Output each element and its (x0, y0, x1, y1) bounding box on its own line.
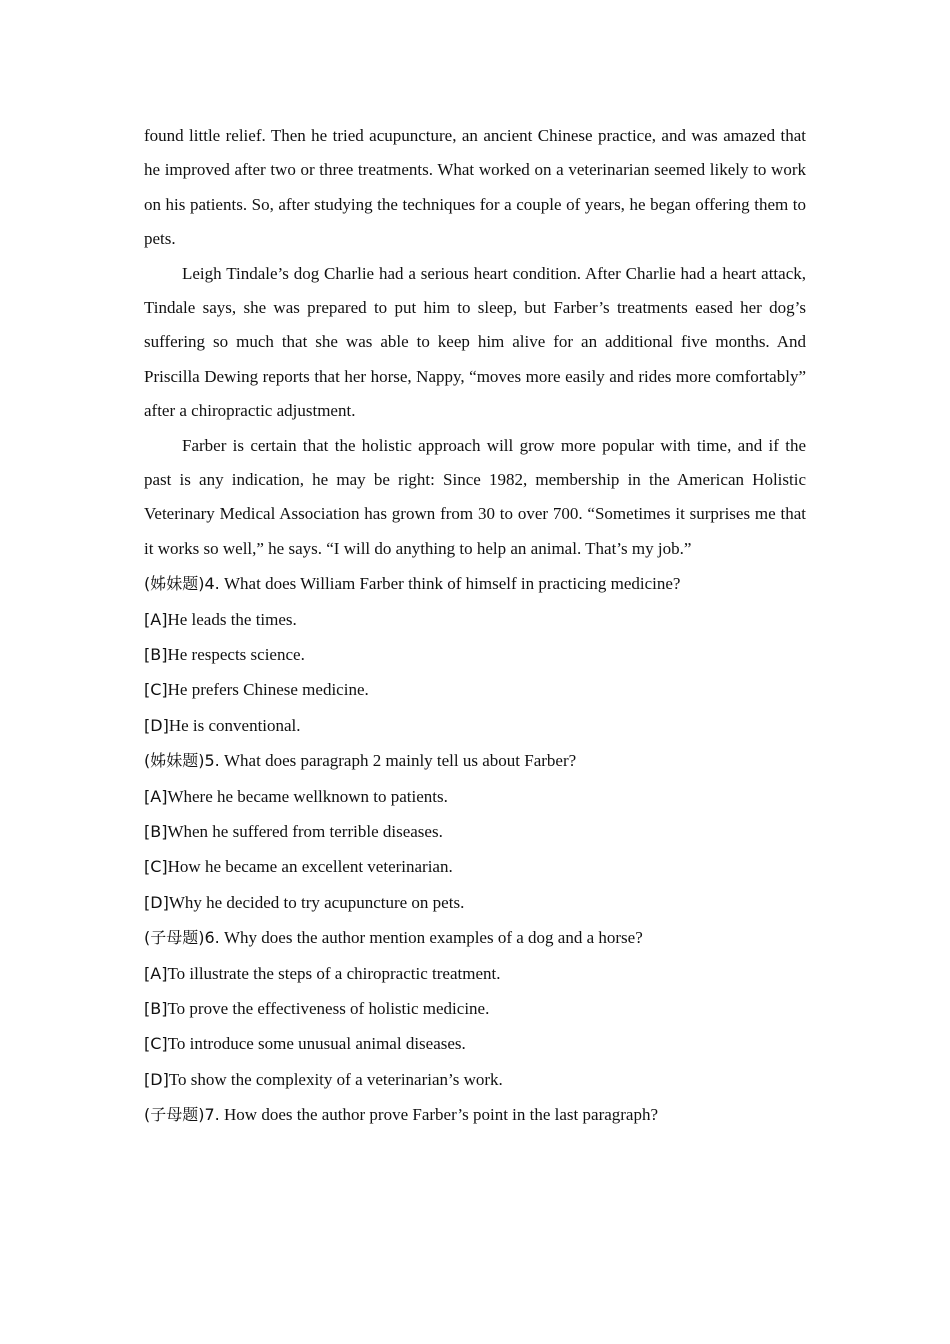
option-letter: [D] (144, 715, 169, 735)
question-tag: (姊妹题) (144, 574, 205, 594)
option-letter: [A] (144, 786, 168, 806)
option-b[interactable] (144, 637, 806, 672)
question-text: How does the author prove Farber’s point in the last paragraph? (224, 1105, 659, 1125)
option-text: Why he decided to try acupuncture on pets. (168, 892, 465, 912)
question-text: What does William Farber think of himself in practicing medicine? (224, 574, 681, 594)
question-number: 4. (204, 574, 220, 594)
option-text: He leads the times. (167, 609, 297, 629)
option-a[interactable] (144, 602, 806, 637)
option-a[interactable] (144, 779, 806, 814)
option-d[interactable] (144, 885, 806, 920)
option-letter: [B] (144, 645, 168, 665)
question-stem (144, 1097, 806, 1132)
option-b[interactable] (144, 991, 806, 1026)
question-6 (144, 920, 806, 1097)
option-letter: [A] (144, 963, 168, 983)
question-7 (144, 1097, 806, 1132)
option-c[interactable] (144, 1026, 806, 1061)
option-letter: [C] (144, 857, 168, 877)
option-text: How he became an excellent veterinarian. (167, 857, 453, 877)
option-text: He respects science. (167, 645, 305, 665)
passage-paragraph-1: found little relief. Then he tried acupuncture, an ancient Chinese practice, and was amazed that he improved after two or three treatments. What worked on a veterinarian seemed likely to work on his patients. So, after studying the techniques for a couple of years, he began offering them to pets. (144, 126, 806, 249)
option-c[interactable] (144, 849, 806, 884)
option-d[interactable] (144, 708, 806, 743)
document-page (144, 119, 806, 1133)
option-letter: [C] (144, 1034, 168, 1054)
question-text: What does paragraph 2 mainly tell us about Farber? (224, 751, 577, 771)
option-text: He prefers Chinese medicine. (167, 680, 369, 700)
option-a[interactable] (144, 956, 806, 991)
question-tag: (姊妹题) (144, 751, 205, 771)
question-5 (144, 743, 806, 920)
option-letter: [B] (144, 998, 168, 1018)
question-tag: (子母题) (144, 928, 205, 948)
option-letter: [C] (144, 680, 168, 700)
option-text: When he suffered from terrible diseases. (167, 822, 443, 842)
question-number: 6. (204, 928, 220, 948)
option-letter: [D] (144, 1069, 169, 1089)
option-text: To introduce some unusual animal diseases. (167, 1034, 466, 1054)
option-text: He is conventional. (168, 715, 301, 735)
option-text: To show the complexity of a veterinarian’s work. (168, 1069, 503, 1089)
question-tag: (子母题) (144, 1105, 205, 1125)
option-text: Where he became wellknown to patients. (167, 786, 448, 806)
option-letter: [D] (144, 892, 169, 912)
option-letter: [B] (144, 822, 168, 842)
option-b[interactable] (144, 814, 806, 849)
option-text: To illustrate the steps of a chiropractic treatment. (167, 963, 501, 983)
question-stem (144, 566, 806, 601)
question-4 (144, 566, 806, 743)
option-text: To prove the effectiveness of holistic medicine. (167, 998, 490, 1018)
question-number: 5. (204, 751, 220, 771)
question-number: 7. (204, 1105, 220, 1125)
passage-paragraph-2: Leigh Tindale’s dog Charlie had a serious heart condition. After Charlie had a heart attack, Tindale says, she was prepared to put him to sleep, but Farber’s treatments eased her dog’s suffering so much that she was able to keep him alive for an additional five months. And Priscilla Dewing reports that her horse, Nappy, “moves more easily and rides more comfortably” after a chiropractic adjustment. (144, 263, 806, 421)
question-text: Why does the author mention examples of a dog and a horse? (224, 928, 643, 948)
option-letter: [A] (144, 609, 168, 629)
question-stem (144, 920, 806, 955)
passage-paragraph-3: Farber is certain that the holistic approach will grow more popular with time, and if the past is any indication, he may be right: Since 1982, membership in the American Holistic Veterinary Medical Association has grown from 30 to over 700. “Sometimes it surprises me that it works so well,” he says. “I will do anything to help an animal. That’s my job.” (144, 435, 806, 558)
question-stem (144, 743, 806, 778)
option-c[interactable] (144, 672, 806, 707)
option-d[interactable] (144, 1062, 806, 1097)
